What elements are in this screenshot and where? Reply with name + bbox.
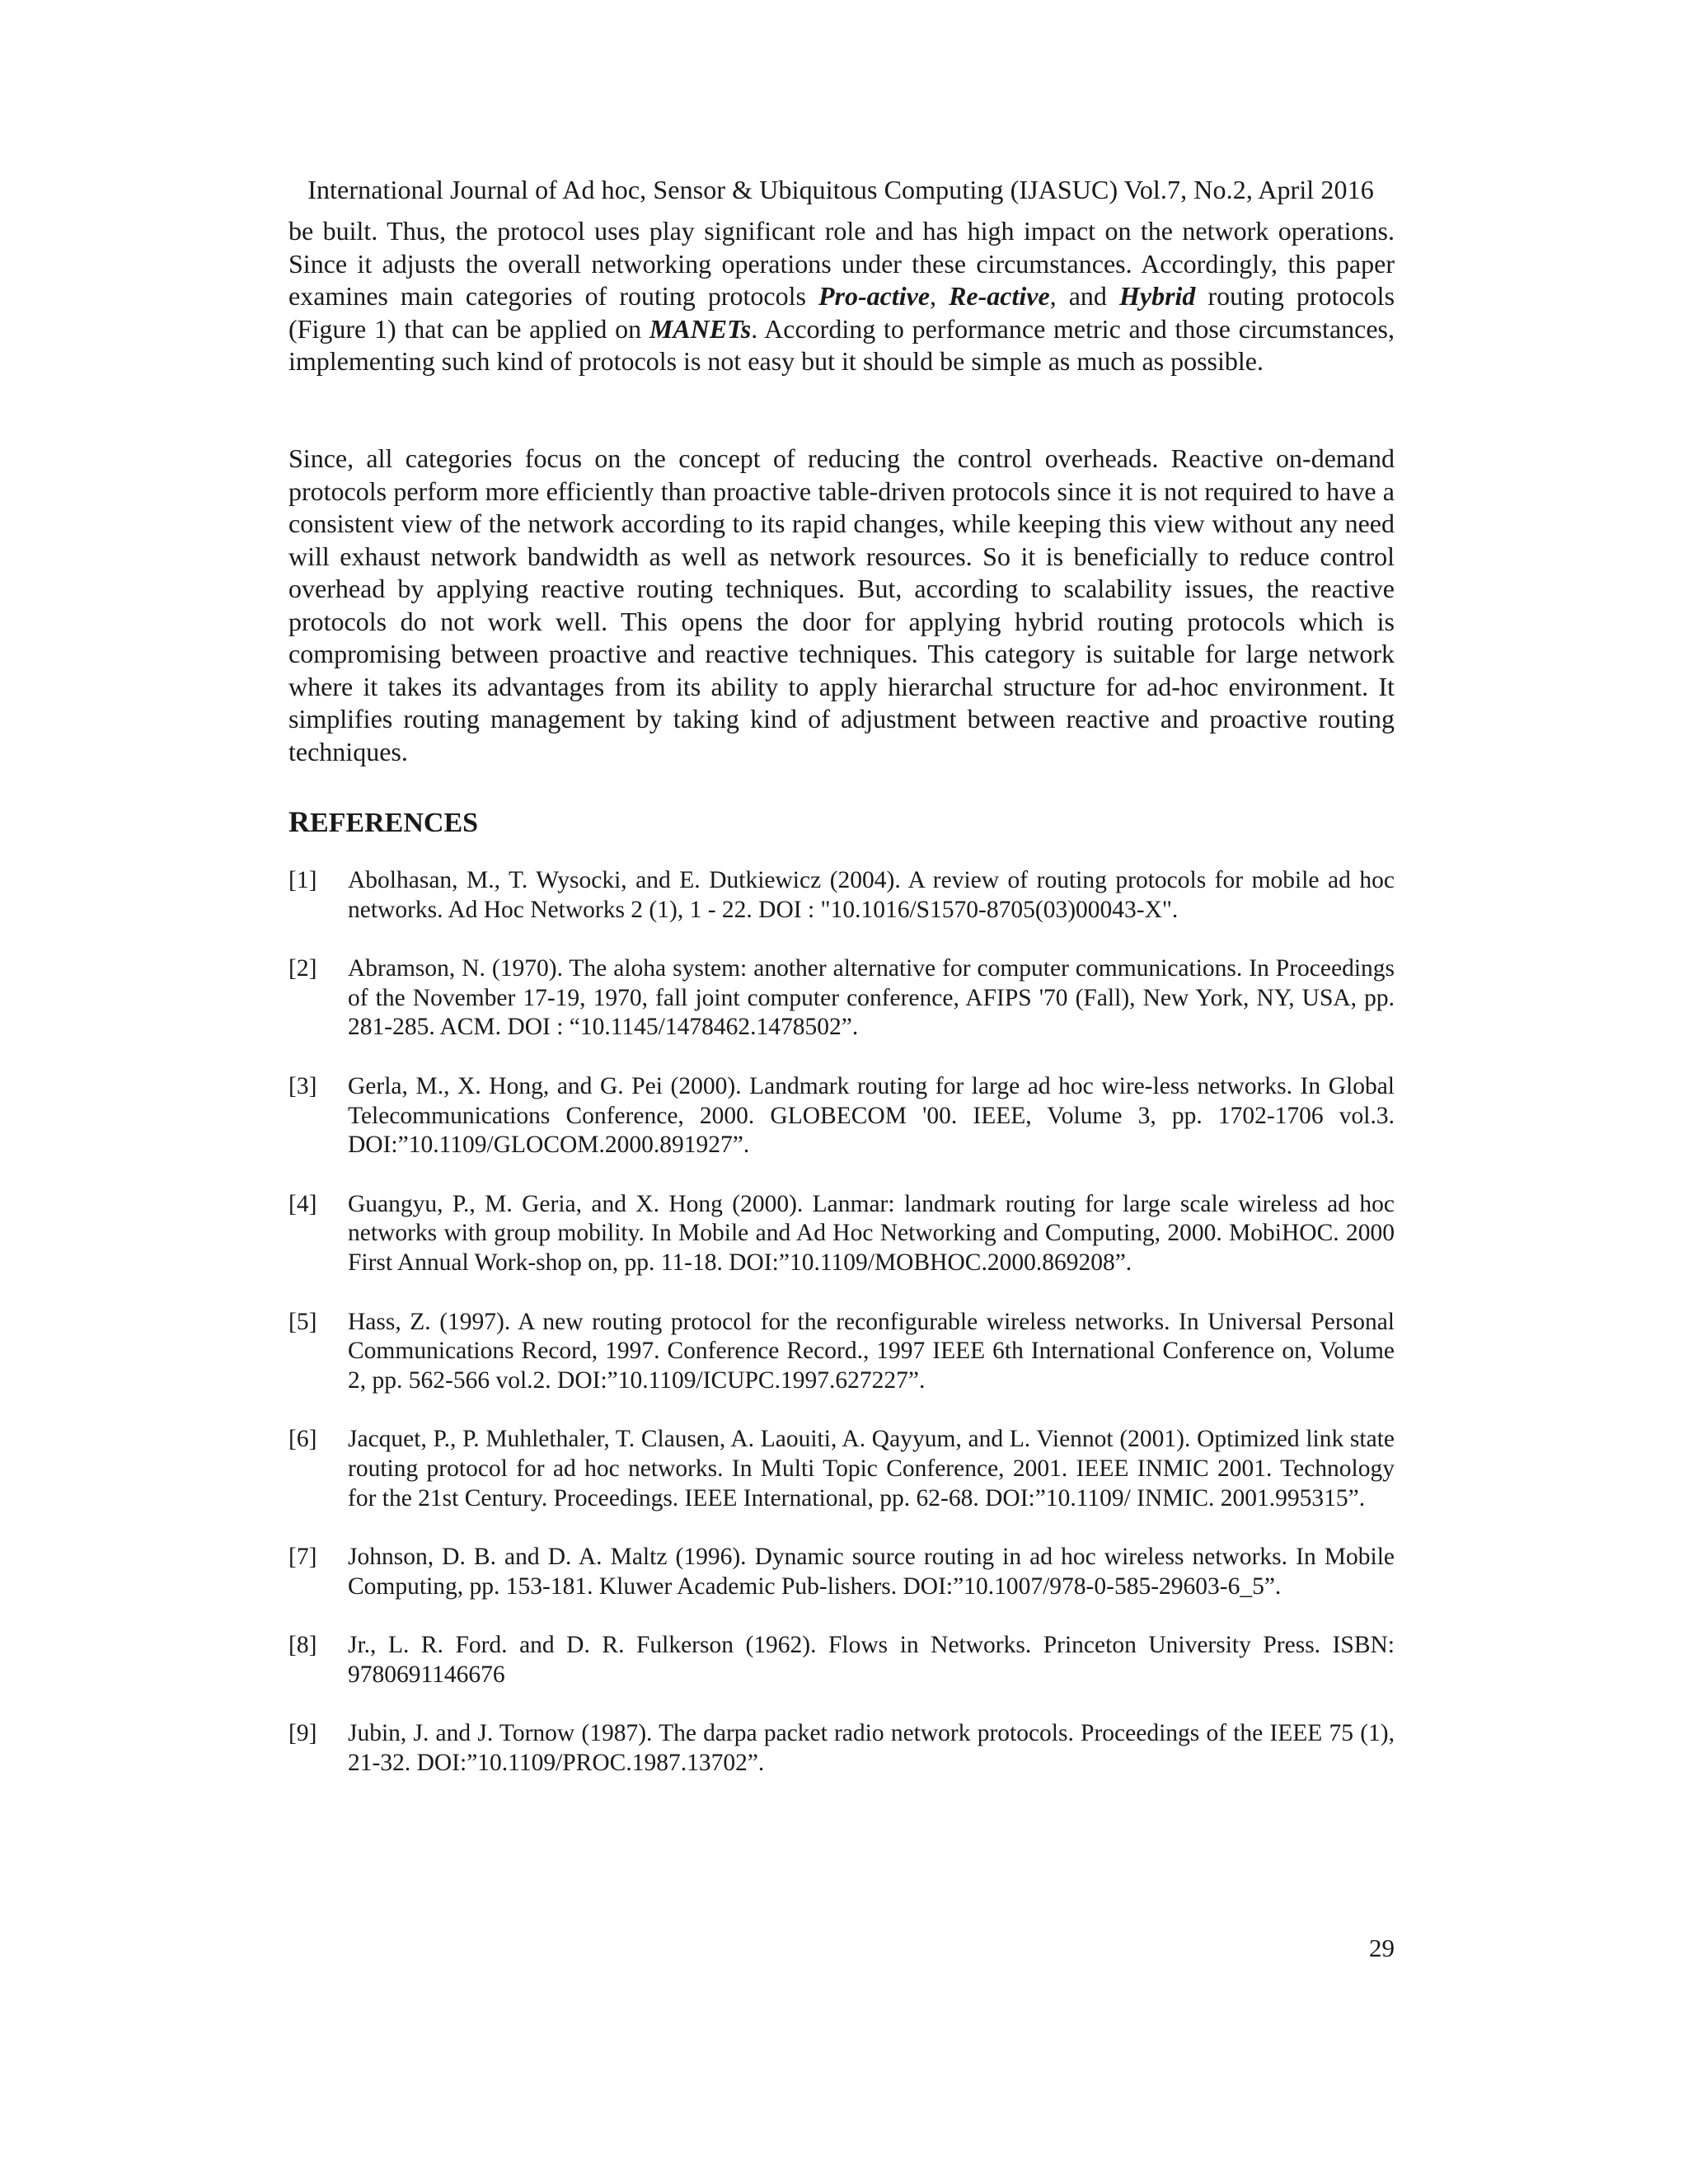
reference-item xyxy=(288,1425,1395,1513)
reference-number: [9] xyxy=(288,1720,317,1747)
references-heading-initial: R xyxy=(288,805,310,838)
reference-item xyxy=(288,1543,1395,1601)
reference-text: Jubin, J. and J. Tornow (1987). The darpa packet radio network protocols. Proceedings of the IEEE 75 (1), 21-32. DOI:”10.1109/PROC.1987.13702”. xyxy=(348,1720,1395,1777)
running-header: International Journal of Ad hoc, Sensor & Ubiquitous Computing (IJASUC) Vol.7, No.2, April 2016 xyxy=(307,175,1374,204)
references-heading xyxy=(288,804,478,841)
reference-number: [8] xyxy=(288,1632,317,1659)
reference-item xyxy=(288,866,1395,925)
reference-item xyxy=(288,1308,1395,1396)
reference-number: [6] xyxy=(288,1426,317,1453)
reference-item xyxy=(288,1072,1395,1160)
reference-number: [2] xyxy=(288,955,317,982)
reference-item xyxy=(288,1719,1395,1778)
references-heading-rest: EFERENCES xyxy=(310,808,479,838)
body-paragraph-1 xyxy=(288,215,1395,378)
para1-text-1: be built. Thus, the protocol uses play significant role and has high impact on the network operations. Since it adjusts the overall networking operations under these circumstances. Accordingly, this paper examines main categories of routing protocols xyxy=(288,216,1395,311)
reference-text: Abramson, N. (1970). The aloha system: another alternative for computer communications. In Proceedings of the November 17-19, 1970, fall joint computer conference, AFIPS '70 (Fall), New York, NY, USA, pp. 281-285. ACM. DOI : “10.1145/1478462.1478502”. xyxy=(348,955,1395,1041)
para1-text-5: . According to performance metric and those circumstances, implementing such kind of protocols is not easy but it should be simple as much as possible. xyxy=(288,313,1395,376)
reference-item xyxy=(288,1631,1395,1690)
term-proactive: Pro-active xyxy=(818,281,931,311)
reference-number: [4] xyxy=(288,1190,317,1217)
reference-number: [3] xyxy=(288,1072,317,1099)
reference-text: Guangyu, P., M. Geria, and X. Hong (2000). Lanmar: landmark routing for large scale wireless ad hoc networks with group mobility. In Mobile and Ad Hoc Networking and Computing, 2000. MobiHOC. 2000 First Annual Work-shop on, pp. 11-18. DOI:”10.1109/MOBHOC.2000.869208”. xyxy=(348,1190,1395,1276)
page-number: 29 xyxy=(1369,1933,1395,1962)
references-list xyxy=(288,866,1395,1808)
term-reactive: Re-active xyxy=(949,281,1050,311)
reference-number: [7] xyxy=(288,1544,317,1571)
reference-text: Johnson, D. B. and D. A. Maltz (1996). Dynamic source routing in ad hoc wireless networks. In Mobile Computing, pp. 153-181. Kluwer Academic Pub-lishers. DOI:”10.1007/978-0-585-29603-6_5”. xyxy=(348,1544,1395,1600)
reference-text: Hass, Z. (1997). A new routing protocol for the reconfigurable wireless networks. In Universal Personal Communications Record, 1997. Conference Record., 1997 IEEE 6th International Conference on, Volume 2, pp. 562-566 vol.2. DOI:”10.1109/ICUPC.1997.627227”. xyxy=(348,1308,1395,1394)
para1-text-3: , and xyxy=(1049,281,1119,311)
reference-item xyxy=(288,1190,1395,1278)
reference-text: Gerla, M., X. Hong, and G. Pei (2000). Landmark routing for large ad hoc wire-less networks. In Global Telecommunications Conference, 2000. GLOBECOM '00. IEEE, Volume 3, pp. 1702-1706 vol.3. DOI:”10.1109/GLOCOM.2000.891927”. xyxy=(348,1072,1395,1159)
para1-text-2: , xyxy=(930,281,950,311)
term-hybrid: Hybrid xyxy=(1118,281,1196,311)
reference-number: [1] xyxy=(288,867,317,893)
reference-number: [5] xyxy=(288,1308,317,1335)
para1-text-4: routing protocols (Figure 1) that can be applied on xyxy=(288,281,1395,344)
reference-text: Abolhasan, M., T. Wysocki, and E. Dutkiewicz (2004). A review of routing protocols for mobile ad hoc networks. Ad Hoc Networks 2 (1), 1 - 22. DOI : "10.1016/S1570-8705(03)00043-X". xyxy=(348,867,1395,923)
reference-item xyxy=(288,954,1395,1043)
body-paragraph-2: Since, all categories focus on the concept of reducing the control overheads. Reactive on-demand protocols perform more efficiently than proactive table-driven protocols since it is not required to have a consistent view of the network according to its rapid changes, while keeping this view without any need will exhaust network bandwidth as well as network resources. So it is beneficially to reduce control overhead by applying reactive routing techniques. But, according to scalability issues, the reactive protocols do not work well. This opens the door for applying hybrid routing protocols which is compromising between proactive and reactive techniques. This category is suitable for large network where it takes its advantages from its ability to apply hierarchal structure for ad-hoc environment. It simplifies routing management by taking kind of adjustment between reactive and proactive routing techniques. xyxy=(288,443,1395,766)
reference-text: Jr., L. R. Ford. and D. R. Fulkerson (1962). Flows in Networks. Princeton University Press. ISBN: 9780691146676 xyxy=(348,1632,1395,1688)
term-manets: MANETs xyxy=(649,313,752,344)
reference-text: Jacquet, P., P. Muhlethaler, T. Clausen, A. Laouiti, A. Qayyum, and L. Viennot (2001). Optimized link state routing protocol for ad hoc networks. In Multi Topic Conference, 2001. IEEE INMIC 2001. Technology for the 21st Century. Proceedings. IEEE International, pp. 62-68. DOI:”10.1109/ INMIC. 2001.995315”. xyxy=(348,1426,1395,1511)
